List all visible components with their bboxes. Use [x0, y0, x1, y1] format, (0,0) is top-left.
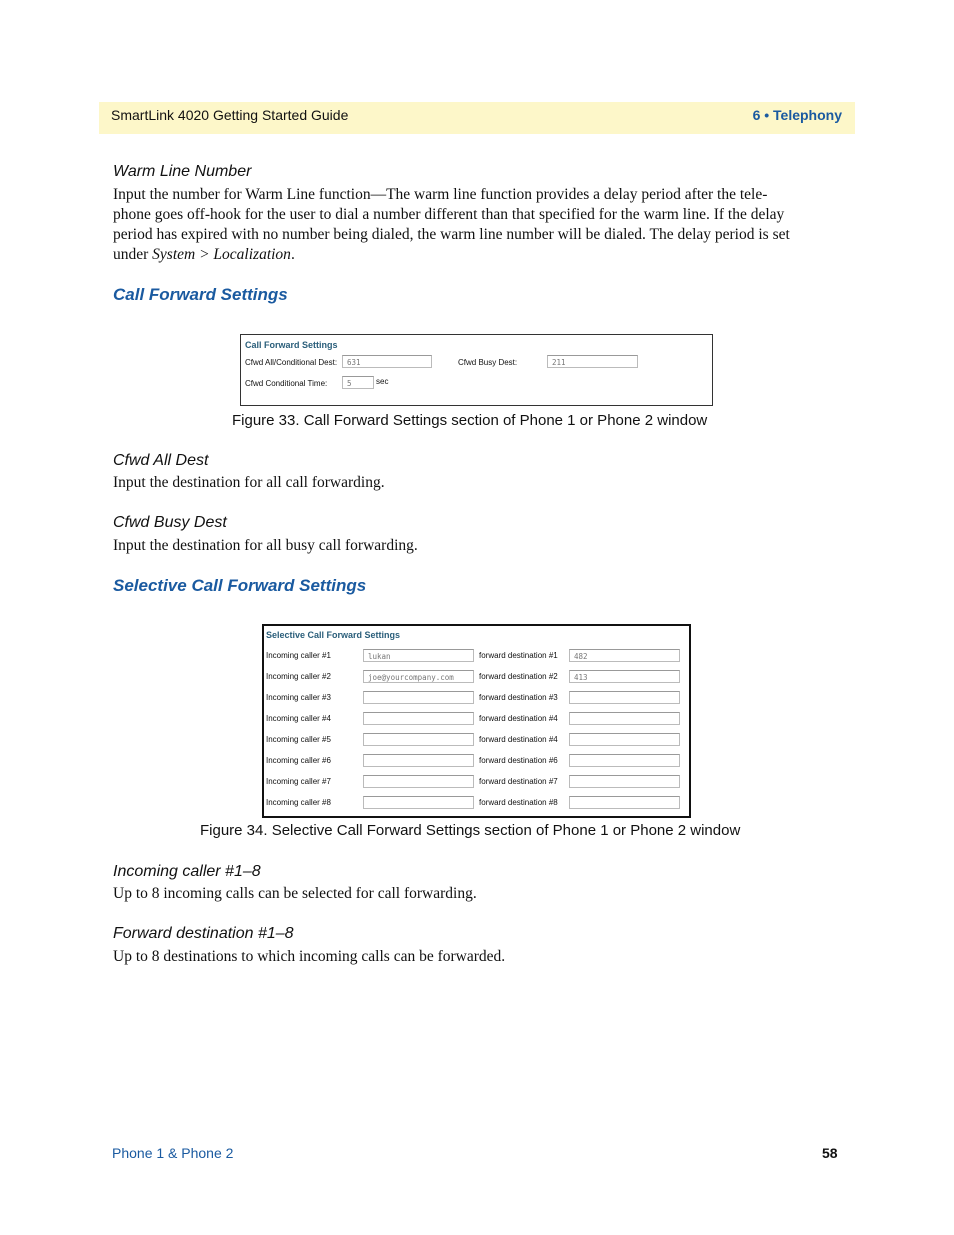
chapter-title: 6 • Telephony — [752, 107, 842, 123]
figure-33-caption: Figure 33. Call Forward Settings section of Phone 1 or Phone 2 window — [232, 412, 708, 429]
cfwd-all-heading: Cfwd All Dest — [113, 452, 209, 469]
forward-destination-input[interactable] — [569, 712, 680, 725]
forward-destination-input[interactable] — [569, 733, 680, 746]
warm-line-body — [113, 185, 843, 265]
cfwd-time-unit: sec — [376, 377, 389, 386]
warm-line-text-2: phone goes off-hook for the user to dial a number different than that specified for the warm line. If the delay — [113, 206, 785, 223]
cfwd-time-input[interactable]: 5 — [342, 376, 374, 389]
forward-destination-input[interactable] — [569, 775, 680, 788]
incoming-caller-label: Incoming caller #3 — [266, 693, 331, 702]
running-header — [99, 102, 855, 134]
cfwd-busy-input[interactable]: 211 — [547, 355, 638, 368]
forward-destination-body: Up to 8 destinations to which incoming calls can be forwarded. — [113, 948, 506, 965]
incoming-caller-input[interactable] — [363, 712, 474, 725]
forward-destination-input[interactable]: 413 — [569, 670, 680, 683]
forward-destination-input[interactable]: 482 — [569, 649, 680, 662]
forward-destination-heading: Forward destination #1–8 — [113, 925, 294, 942]
incoming-caller-input[interactable] — [363, 733, 474, 746]
incoming-caller-input[interactable] — [363, 796, 474, 809]
forward-destination-label: forward destination #1 — [479, 651, 558, 660]
incoming-caller-input[interactable] — [363, 691, 474, 704]
warm-line-text-4: under System > Localization. — [113, 246, 295, 263]
call-forward-figure — [240, 334, 713, 406]
warm-line-heading: Warm Line Number — [113, 163, 252, 180]
figure-34-caption: Figure 34. Selective Call Forward Settings section of Phone 1 or Phone 2 window — [200, 822, 741, 839]
incoming-caller-input[interactable] — [363, 775, 474, 788]
call-forward-panel-title: Call Forward Settings — [245, 340, 338, 350]
forward-destination-label: forward destination #2 — [479, 672, 558, 681]
forward-destination-label: forward destination #8 — [479, 798, 558, 807]
cfwd-all-body: Input the destination for all call forwarding. — [113, 474, 385, 491]
incoming-caller-label: Incoming caller #8 — [266, 798, 331, 807]
forward-destination-label: forward destination #7 — [479, 777, 558, 786]
cfwd-busy-body: Input the destination for all busy call forwarding. — [113, 537, 418, 554]
cfwd-busy-label: Cfwd Busy Dest: — [458, 358, 518, 367]
forward-destination-label: forward destination #3 — [479, 693, 558, 702]
incoming-caller-label: Incoming caller #2 — [266, 672, 331, 681]
call-forward-section-title: Call Forward Settings — [113, 285, 288, 304]
incoming-caller-body: Up to 8 incoming calls can be selected for call forwarding. — [113, 885, 477, 902]
forward-destination-label: forward destination #4 — [479, 714, 558, 723]
warm-line-text-1: Input the number for Warm Line function—The warm line function provides a delay period after the tele- — [113, 186, 768, 203]
cfwd-all-label: Cfwd All/Conditional Dest: — [245, 358, 338, 367]
incoming-caller-heading: Incoming caller #1–8 — [113, 863, 261, 880]
forward-destination-input[interactable] — [569, 691, 680, 704]
incoming-caller-label: Incoming caller #1 — [266, 651, 331, 660]
incoming-caller-label: Incoming caller #5 — [266, 735, 331, 744]
incoming-caller-label: Incoming caller #7 — [266, 777, 331, 786]
forward-destination-label: forward destination #6 — [479, 756, 558, 765]
page-number: 58 — [822, 1145, 838, 1161]
selective-section-title: Selective Call Forward Settings — [113, 576, 367, 595]
forward-destination-label: forward destination #4 — [479, 735, 558, 744]
cfwd-busy-heading: Cfwd Busy Dest — [113, 514, 227, 531]
warm-line-text-3: period has expired with no number being dialed, the warm line number will be dialed. The delay period is set — [113, 226, 790, 243]
incoming-caller-input[interactable] — [363, 754, 474, 767]
cfwd-time-label: Cfwd Conditional Time: — [245, 379, 328, 388]
incoming-caller-input[interactable]: lukan — [363, 649, 474, 662]
footer-section: Phone 1 & Phone 2 — [112, 1145, 234, 1161]
selective-panel-title: Selective Call Forward Settings — [266, 630, 401, 640]
forward-destination-input[interactable] — [569, 796, 680, 809]
incoming-caller-label: Incoming caller #4 — [266, 714, 331, 723]
localization-path: System > Localization — [152, 246, 291, 263]
cfwd-all-input[interactable]: 631 — [342, 355, 432, 368]
incoming-caller-label: Incoming caller #6 — [266, 756, 331, 765]
guide-title: SmartLink 4020 Getting Started Guide — [111, 107, 349, 123]
incoming-caller-input[interactable]: joe@yourcompany.com — [363, 670, 474, 683]
forward-destination-input[interactable] — [569, 754, 680, 767]
selective-figure — [262, 624, 691, 818]
